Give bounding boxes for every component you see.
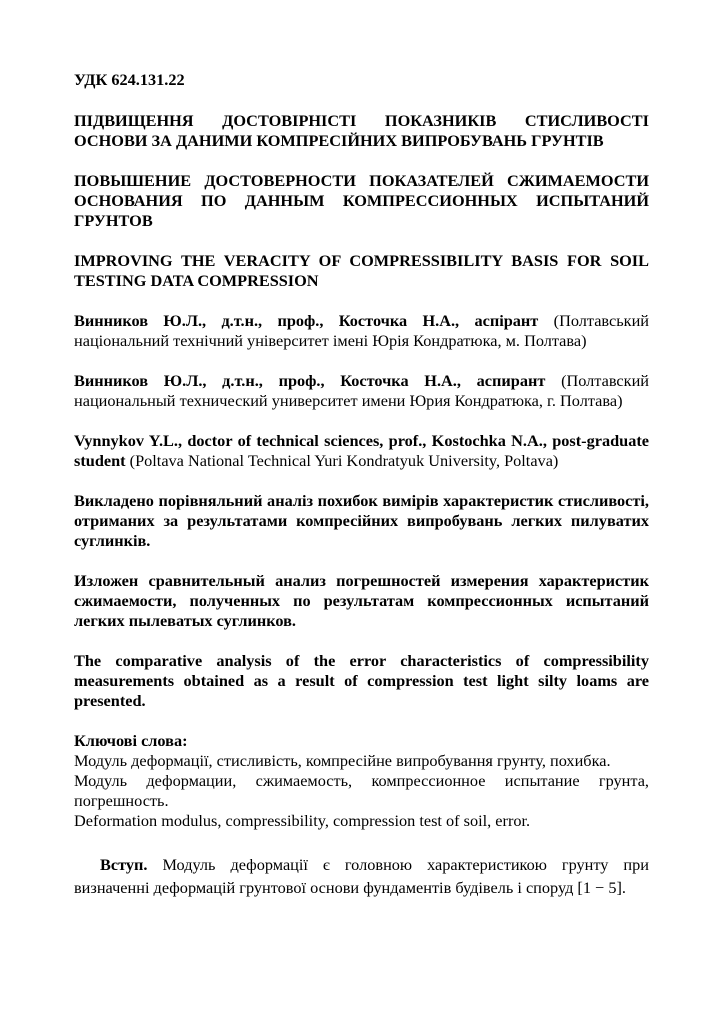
authors-ru — [74, 371, 649, 411]
keywords-heading: Ключові слова: — [74, 731, 188, 750]
author-affiliation-ua: (Полтавський національний технічний університет імені Юрія Кондратюка, м. Полтава) — [74, 311, 650, 350]
keywords-ru: Модуль деформации, сжимаемость, компрессионное испытание грунта, погрешность. — [74, 771, 649, 810]
intro-text: Модуль деформації є головною характеристикою грунту при визначенні деформацій грунтової основи фундаментів будівель і споруд [1 − 5]. — [74, 855, 649, 897]
author-names-en: Vynnykov Y.L., doctor of technical sciences, prof., Kostochka N.A., post-graduate student — [74, 431, 649, 470]
udk-code: УДК 624.131.22 — [74, 70, 185, 89]
author-names-ru: Винников Ю.Л., д.т.н., проф., Косточка Н.А., аспирант — [74, 371, 546, 390]
paper-page — [74, 70, 649, 899]
abstract-ru: Изложен сравнительный анализ погрешностей измерения характеристик сжимаемости, полученных по результатам компрессионных испытаний легких пылеватых суглинков. — [74, 571, 649, 630]
keywords-ua: Модуль деформації, стисливість, компресійне випробування грунту, похибка. — [74, 751, 611, 770]
intro-paragraph — [74, 853, 649, 899]
abstract-ua: Викладено порівняльний аналіз похибок вимірів характеристик стисливості, отриманих за результатами компресійних випробувань легких пилуватих суглинків. — [74, 491, 649, 550]
authors-ua — [74, 311, 649, 351]
author-affiliation-ru: (Полтавский национальный технический университет имени Юрия Кондратюка, г. Полтава) — [74, 371, 649, 410]
title-ru: ПОВЫШЕНИЕ ДОСТОВЕРНОСТИ ПОКАЗАТЕЛЕЙ СЖИМАЕМОСТИ ОСНОВАНИЯ ПО ДАННЫМ КОМПРЕССИОННЫХ ИСПЫТАНИЙ ГРУНТОВ — [74, 171, 649, 230]
authors-en — [74, 431, 649, 471]
keywords-en: Deformation modulus, compressibility, compression test of soil, error. — [74, 811, 531, 830]
title-en: IMPROVING THE VERACITY OF COMPRESSIBILITY BASIS FOR SOIL TESTING DATA COMPRESSION — [74, 251, 649, 290]
abstract-en: The comparative analysis of the error characteristics of compressibility measurements obtained as a result of compression test light silty loams are presented. — [74, 651, 649, 710]
intro-lead: Вступ. — [100, 855, 148, 874]
title-ua: ПІДВИЩЕННЯ ДОСТОВІРНІСТІ ПОКАЗНИКІВ СТИСЛИВОСТІ ОСНОВИ ЗА ДАНИМИ КОМПРЕСІЙНИХ ВИПРОБУВАНЬ ГРУНТІВ — [74, 111, 649, 150]
author-names-ua: Винников Ю.Л., д.т.н., проф., Косточка Н.А., аспірант — [74, 311, 539, 330]
author-affiliation-en: (Poltava National Technical Yuri Kondratyuk University, Poltava) — [125, 451, 559, 470]
